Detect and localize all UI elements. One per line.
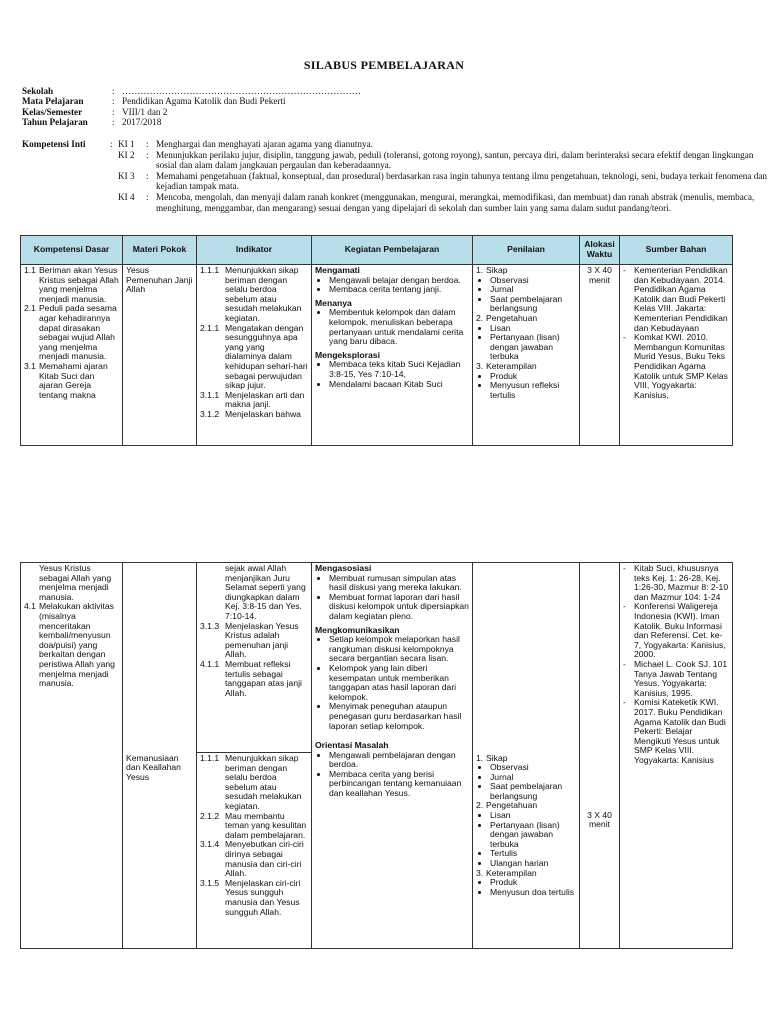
cell-alokasi-waktu: 3 X 40 menit [580,753,620,949]
ki-row: KI 2 : Menunjukkan perilaku jujur, disiplin, tanggung jawab, peduli (toleransi, gotong royong), santun, percaya diri, dalam berinteraksi secara efektif dengan lingkungan sosial dan alam dalam jangkauan pergaulan dan keberadaannya. [22,150,767,171]
info-row-tahun: Tahun Pelajaran : 2017/2018 [22,117,162,128]
indikator-item-continued: sejak awal Allah menjanjikan Juru Selamat seperti yang diungkapkan dalam Kej. 3:8-15 dan Yes. 7:10-14. [225,563,306,621]
list-item: • Ulangan harian [490,859,576,869]
ki-text: Mencoba, mengolah, dan menyaji dalam ranah konkret (menggunakan, mengurai, merangkai, memodifikasi, dan membuat) dan ranah abstrak (menulis, membaca, menghitung, menggambar, dan mengarang) sesuai dengan yang dipelajari di sekolah dan sumber lain yang sama dalam sudut pandang/teori. [156,191,755,213]
list-item: • Lisan [490,324,576,334]
ki-text: Memahami pengetahuan (faktual, konseptual, dan prosedural) berdasarkan rasa ingin tahunya tentang ilmu pengetahuan, teknologi, seni, budaya terkait fenomena dan kejadian tampak mata. [156,170,768,192]
header-materi-pokok: Materi Pokok [123,236,197,265]
kegiatan-heading: Menanya [315,297,352,308]
list-item: • Pertanyaan (lisan) dengan jawaban terbuka [490,333,576,362]
sumber-item: - Komisi Kateketik KWI. 2017. Buku Pendidikan Agama Katolik dan Budi Pekerti: Belajar Mengikuti Yesus untuk SMP Kelas VIII. Yogyakarta: Kanisius [623,697,726,765]
info-row-sekolah: Sekolah : …………………………………………………………………… [22,86,361,96]
penilaian-item: 1. Sikap [476,265,508,275]
info-row-mapel: Mata Pelajaran : Pendidikan Agama Katolik dan Budi Pekerti [22,96,286,107]
ki-code: KI 1 [118,139,135,149]
ki-code: KI 3 [118,170,135,181]
cell-penilaian [473,265,580,446]
cell-kegiatan [312,265,473,446]
penilaian-item: 2. Pengetahuan [476,312,538,323]
cell-sumber-bahan [620,563,733,949]
list-item: • Pertanyaan (lisan) dengan jawaban terbuka [490,821,576,850]
indikator-item: 2.1.1 Mengatakan dengan sesungguhnya apa yang yang dialaminya dalam kehidupan sehari-hari sebagai perwujudan sikap jujur. [200,322,308,391]
header-kegiatan: Kegiatan Pembelajaran [312,236,473,265]
kegiatan-heading: Mengasosiasi [315,563,372,573]
penilaian-list [476,878,576,897]
list-item: • Membuat format laporan dari hasil diskusi kelompok untuk dipersiapkan dalam kegiatan pleno. [329,593,469,622]
info-label: Mata Pelajaran [22,96,84,107]
penilaian-list [476,811,576,869]
cell-indikator [197,753,312,949]
syllabus-table-page-1 [20,235,733,446]
penilaian-list [476,372,576,401]
list-item: • Membuat rumusan simpulan atas hasil diskusi yang mereka lakukan. [329,574,469,593]
indikator-item: 3.1.4 Menyebutkan ciri-ciri dirinya sebagai manusia dan ciri-ciri Allah. [200,839,304,879]
cell-materi-pokok [123,753,197,949]
cell-indikator [197,265,312,446]
info-value: …………………………………………………………………… [122,86,361,96]
indikator-item: 3.1.2 Menjelaskan bahwa [200,408,301,419]
list-item: • Mengawali pembelajaran dengan berdoa. [329,751,469,770]
penilaian-item: 2. Pengetahuan [476,800,538,811]
list-item: • Lisan [490,811,576,821]
list-item: • Membaca teks kitab Suci Kejadian 3:8-15, Yes 7:10-14, [329,360,469,379]
kegiatan-heading: Mengkomunikasikan [315,624,400,635]
cell-materi-pokok-empty [123,563,197,753]
cell-kompetensi-dasar [21,563,123,949]
indikator-item: 3.1.5 Menjelaskan ciri-ciri Yesus sungguh manusia dan Yesus sungguh Allah. [200,877,301,917]
table-row [21,265,733,446]
header-indikator: Indikator [197,236,312,265]
kegiatan-heading: Orientasi Masalah [315,740,389,751]
penilaian-item: 1. Sikap [476,752,508,763]
kd-item: 1.1 Beriman akan Yesus Kristus sebagai Allah yang menjelma menjadi manusia. [24,265,119,304]
table-row [21,563,733,753]
cell-alokasi-empty [580,563,620,753]
penilaian-list [476,763,576,801]
list-item: • Menyusun doa tertulis [490,888,576,898]
penilaian-list [476,324,576,362]
indikator-item: 1.1.1 Menunjukkan sikap beriman dengan selalu berdoa sebelum atau sesudah melakukan kegiatan. [200,265,302,323]
list-item: • Membaca cerita tentang janji. [329,285,469,295]
header-penilaian: Penilaian [473,236,580,265]
cell-kegiatan [312,563,473,949]
sumber-item: - Kitab Suci, khususnya teks Kej. 1: 26-28, Kej. 1:26-30, Mazmur 8: 2-10 dan Mazmur 104: 1-24 [623,563,729,602]
table-header-row [21,236,733,265]
info-label: Kelas/Semester [22,106,83,117]
list-item: • Produk [490,372,576,382]
kd-item: 2.1 Peduli pada sesama agar kehadirannya dapat dirasakan sebagai wujud Allah yang menjelma menjadi manusia. [24,303,117,362]
kegiatan-list [315,574,469,622]
kd-item-continued: Yesus Kristus sebagai Allah yang menjelma menjadi manusia. [38,563,112,602]
kegiatan-list [315,360,469,389]
kegiatan-heading: Mengamati [315,265,360,275]
kd-item: 3.1 Memahami ajaran Kitab Suci dan ajaran Gereja tentang makna [24,360,108,400]
syllabus-table-page-2 [20,562,733,949]
list-item: • Setiap kelompok melaporkan hasil rangkuman diskusi kelompoknya secara bergantian secara lisan. [329,635,469,664]
list-item: • Menyimak peneguhan ataupun penegasan guru berdasarkan hasil laporan setiap kelompok. [329,702,469,731]
indikator-item: 4.1.1 Membuat refleksi tertulis sebagai tanggapan atas janji Allah. [200,658,302,698]
info-row-kelas: Kelas/Semester : VIII/1 dan 2 [22,106,168,117]
info-label: Sekolah [22,86,54,96]
cell-alokasi-waktu: 3 X 40 menit [580,265,620,446]
kd-item: 4.1 Melakukan aktivitas (misalnya menceritakan kembali/menyusun doa/puisi) yang berkaitan dengan peristiwa Allah yang menjelma menjadi manusia. [24,601,115,689]
list-item: • Tertulis [490,849,576,859]
cell-sumber-bahan [620,265,733,446]
info-value: 2017/2018 [122,117,162,128]
cell-indikator [197,563,312,753]
cell-materi-pokok: Yesus Pemenuhan Janji Allah [123,265,197,446]
list-item: • Kelompok yang lain diberi kesempatan untuk memberikan tanggapan atas hasil laporan dari kelompok. [329,664,469,702]
info-label: Tahun Pelajaran [22,117,88,128]
list-item: • Membaca cerita yang berisi perbincangan tentang kemanuiaan dan keallahan Yesus. [329,770,469,799]
header-sumber-bahan: Sumber Bahan [620,236,733,265]
indikator-item: 3.1.1 Menjelaskan arti dan makna janji. [200,389,305,410]
kegiatan-list [315,308,469,346]
ki-row: KI 3 : Memahami pengetahuan (faktual, konseptual, dan prosedural) berdasarkan rasa ingin tahunya tentang ilmu pengetahuan, teknologi, seni, budaya terkait fenomena dan kejadian tampak mata. [118,170,768,192]
list-item: • Jurnal [490,773,576,783]
ki-row: Kompetensi Inti : KI 1 : Menghargai dan menghayati ajaran agama yang dianutnya. [22,139,767,150]
ki-row: KI 4 : Mencoba, mengolah, dan menyaji dalam ranah konkret (menggunakan, mengurai, merangkai, memodifikasi, dan membuat) dan ranah abstrak (menulis, membaca, menghitung, menggambar, dan mengarang) sesuai dengan yang dipelajari di sekolah dan sumber lain yang sama dalam sudut pandang/teori. [22,192,767,213]
sumber-item: - Konferensi Waligereja Indonesia (KWI). Iman Katolik. Buku Informasi dan Referensi. Cet. ke-7, Yogyakarta: Kanisius, 2000. [623,601,726,660]
sumber-item: - Komkat KWI. 2010. Membangun Komunitas Murid Yesus, Buku Teks Pendidikan Agama Katolik untuk SMP Kelas VIII, Yogyakarta: Kanisius, [623,332,728,400]
kegiatan-list [315,276,469,295]
list-item: • Menyusun refleksi tertulis [490,381,576,400]
penilaian-list [476,276,576,314]
list-item: • Observasi [490,276,576,286]
cell-kompetensi-dasar [21,265,123,446]
ki-code: KI 2 [118,149,135,160]
ki-text: Menunjukkan perilaku jujur, disiplin, tanggung jawab, peduli (toleransi, gotong royong), santun, percaya diri, dalam berinteraksi secara efektif dengan lingkungan sosial dan alam dalam jangkauan pergaulan dan keberadaannya. [156,149,754,171]
list-item: • Jurnal [490,285,576,295]
indikator-item: 2.1.2 Mau membantu teman yang kesulitan dalam pembelajaran. [200,810,307,840]
indikator-item: 3.1.3 Menjelaskan Yesus Kristus adalah pemenuhan janji Allah. [200,620,299,660]
ki-label: Kompetensi Inti [22,139,86,149]
kegiatan-list [315,751,469,799]
kegiatan-list [315,635,469,731]
list-item: • Mendalami bacaan Kitab Suci [329,380,469,390]
list-item: • Saat pembelajaran berlangsung [490,295,576,314]
list-item: • Observasi [490,763,576,773]
penilaian-item: 3. Keterampilan [476,867,537,878]
list-item: • Mengawali belajar dengan berdoa. [329,276,469,286]
kegiatan-heading: Mengeksplorasi [315,349,380,360]
sumber-item: - Kementerian Pendidikan dan Kebudayaan. 2014. Pendidikan Agama Katolik dan Budi Pekerti Kelas VIII. Jakarta: Kementerian Pendidikan dan Kebudayaan [623,265,728,333]
kompetensi-inti-block [22,139,767,213]
ki-code: KI 4 [118,191,135,202]
ki-text: Menghargai dan menghayati ajaran agama yang dianutnya. [156,139,373,149]
identity-block [22,86,361,128]
cell-penilaian-empty [473,563,580,753]
list-item: • Membentuk kelompok dan dalam kelompok, menuliskan beberapa pertanyaan untuk mendalami cerita yang baru dibaca. [329,308,469,346]
info-value: VIII/1 dan 2 [122,106,168,117]
penilaian-item: 3. Keterampilan [476,360,537,371]
info-value: Pendidikan Agama Katolik dan Budi Pekerti [122,96,286,107]
list-item: • Produk [490,878,576,888]
materi-text: Kemanusiaan dan Keallahan Yesus [126,752,181,782]
document-title: SILABUS PEMBELAJARAN [303,58,465,72]
header-alokasi-waktu: Alokasi Waktu [580,236,620,265]
list-item: • Saat pembelajaran berlangsung [490,782,576,801]
header-kompetensi-dasar: Kompetensi Dasar [21,236,123,265]
indikator-item: 1.1.1 Menunjukkan sikap beriman dengan selalu berdoa sebelum atau sesudah melakukan kegiatan. [200,753,302,811]
cell-penilaian [473,753,580,949]
sumber-item: - Michael L. Cook SJ. 101 Tanya Jawab Tentang Yesus. Yogyakarta: Kanisius, 1995. [623,658,728,698]
